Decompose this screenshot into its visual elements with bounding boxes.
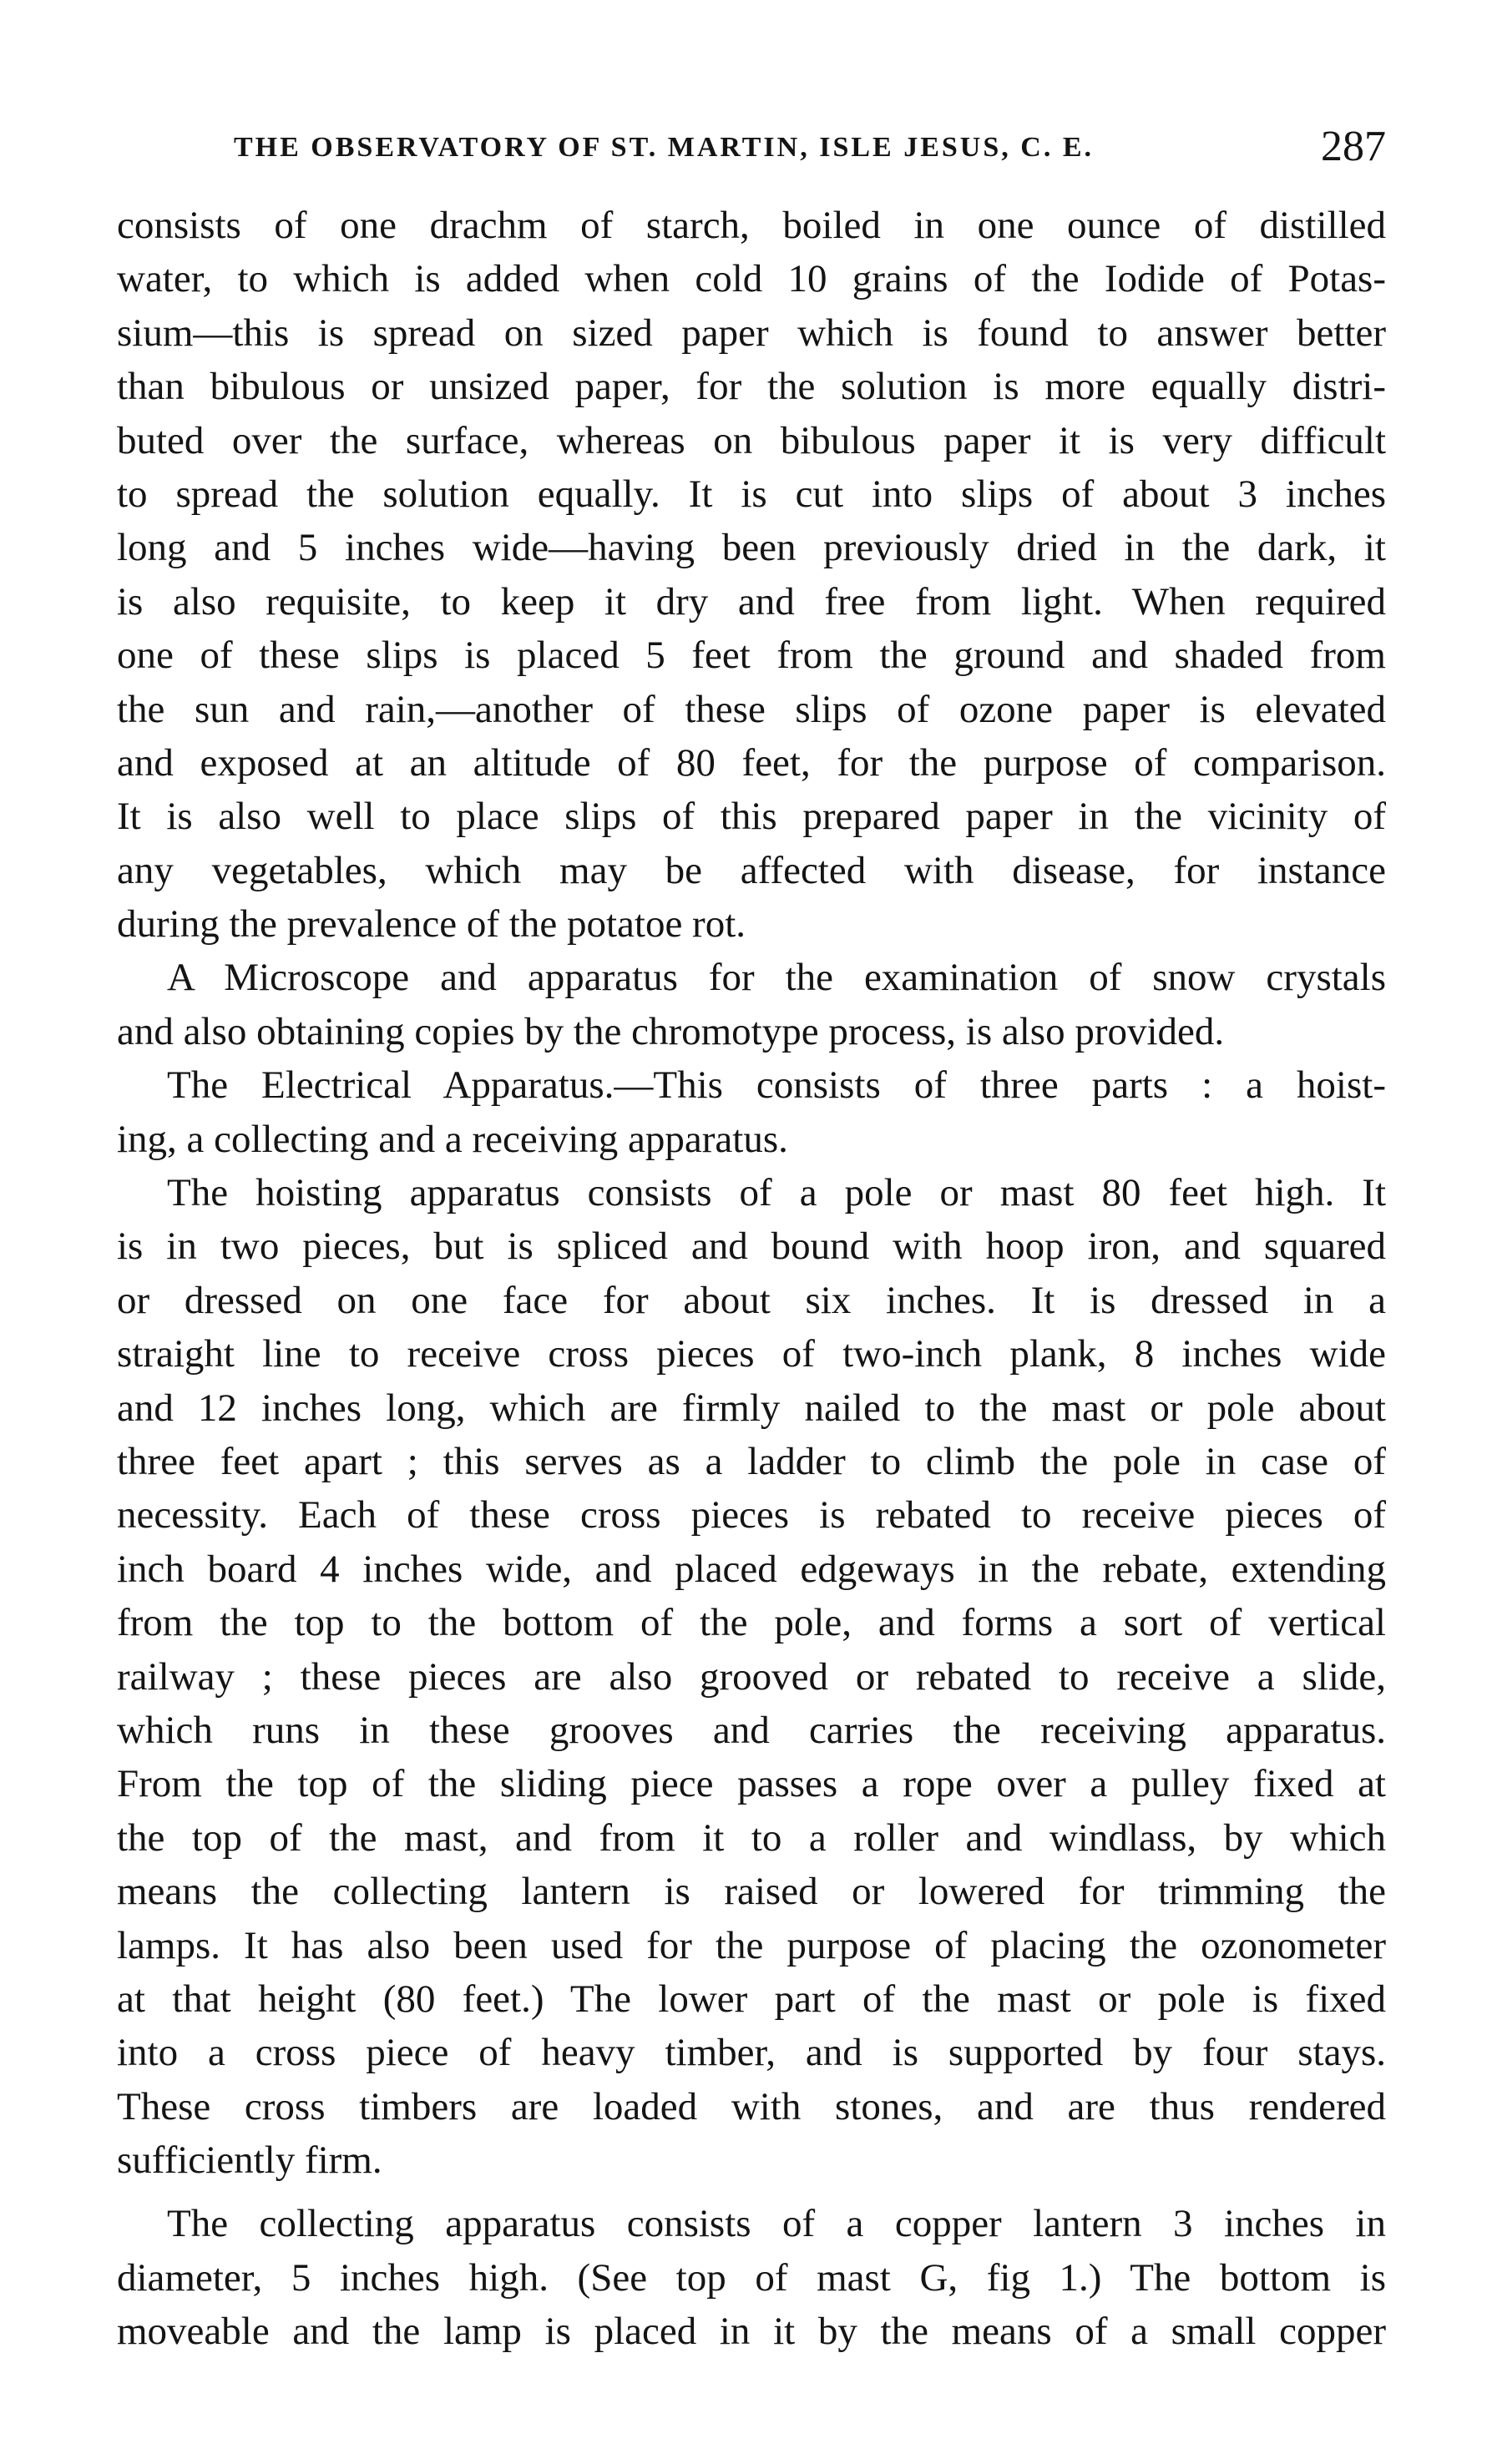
text-line: lamps. It has also been used for the purpose of placing the ozonometer <box>117 1923 1386 1967</box>
text-line: any vegetables, which may be affected with disease, for instance <box>117 848 1386 892</box>
text-line: straight line to receive cross pieces of two-inch plank, 8 inches wide <box>117 1332 1386 1376</box>
paragraph-collecting-apparatus <box>117 2197 1386 2358</box>
text-line: sufficiently firm. <box>117 2138 382 2183</box>
text-line: railway ; these pieces are also grooved or rebated to receive a slide, <box>117 1654 1386 1699</box>
running-title: THE OBSERVATORY OF ST. MARTIN, ISLE JESUS, C. E. <box>234 132 1094 163</box>
text-line: three feet apart ; this serves as a ladder to climb the pole in case of <box>117 1439 1386 1483</box>
text-line: water, to which is added when cold 10 grains of the Iodide of Potas- <box>117 257 1386 301</box>
text-line: sium—this is spread on sized paper which is found to answer better <box>117 311 1386 355</box>
text-line: or dressed on one face for about six inches. It is dressed in a <box>117 1278 1386 1322</box>
paragraph-microscope <box>117 951 1386 1058</box>
text-line: during the prevalence of the potatoe rot. <box>117 902 746 947</box>
text-line: inch board 4 inches wide, and placed edgeways in the rebate, extending <box>117 1547 1386 1591</box>
text-line: diameter, 5 inches high. (See top of mast G, fig 1.) The bottom is <box>117 2255 1386 2300</box>
text-line: which runs in these grooves and carries the receiving apparatus. <box>117 1708 1386 1752</box>
text-line: These cross timbers are loaded with stones, and are thus rendered <box>117 2084 1386 2128</box>
text-line: one of these slips is placed 5 feet from the ground and shaded from <box>117 634 1386 678</box>
text-line: It is also well to place slips of this prepared paper in the vicinity of <box>117 795 1386 839</box>
text-line: the sun and rain,—another of these slips of ozone paper is elevated <box>117 687 1386 731</box>
paragraph-hoisting-apparatus <box>117 1166 1386 2187</box>
text-line: ing, a collecting and a receiving apparatus. <box>117 1117 788 1161</box>
text-line: A Microscope and apparatus for the examination of snow crystals <box>167 956 1386 1000</box>
text-line: From the top of the sliding piece passes a rope over a pulley fixed at <box>117 1762 1386 1806</box>
paragraph-electrical-apparatus <box>117 1058 1386 1166</box>
text-line: into a cross piece of heavy timber, and is supported by four stays. <box>117 2031 1386 2075</box>
text-line: moveable and the lamp is placed in it by the means of a small copper <box>117 2310 1386 2354</box>
running-head <box>117 117 1386 175</box>
text-line: and 12 inches long, which are firmly nailed to the mast or pole about <box>117 1386 1386 1430</box>
text-line: means the collecting lantern is raised or lowered for trimming the <box>117 1870 1386 1914</box>
paragraph-ozone-paper <box>117 199 1386 951</box>
text-line: is in two pieces, but is spliced and bound with hoop iron, and squared <box>117 1224 1386 1269</box>
text-line: long and 5 inches wide—having been previously dried in the dark, it <box>117 526 1386 570</box>
text-line: and exposed at an altitude of 80 feet, for the purpose of comparison. <box>117 740 1386 785</box>
text-line: The collecting apparatus consists of a copper lantern 3 inches in <box>167 2202 1386 2246</box>
text-line: than bibulous or unsized paper, for the solution is more equally distri- <box>117 365 1386 409</box>
page-number: 287 <box>1321 123 1386 170</box>
text-line: at that height (80 feet.) The lower part of the mast or pole is fixed <box>117 1977 1386 2021</box>
text-line: is also requisite, to keep it dry and free from light. When required <box>117 579 1386 624</box>
text-line: the top of the mast, and from it to a roller and windlass, by which <box>117 1815 1386 1860</box>
text-line: The Electrical Apparatus.—This consists of three parts : a hoist- <box>167 1063 1386 1108</box>
text-line: consists of one drachm of starch, boiled in one ounce of distilled <box>117 204 1386 247</box>
text-line: The hoisting apparatus consists of a pole or mast 80 feet high. It <box>167 1171 1386 1215</box>
text-line: from the top to the bottom of the pole, and forms a sort of vertical <box>117 1601 1386 1645</box>
text-line: buted over the surface, whereas on bibulous paper it is very difficult <box>117 418 1386 462</box>
paragraph-spacer <box>117 2187 1386 2197</box>
text-line: and also obtaining copies by the chromotype process, is also provided. <box>117 1009 1225 1053</box>
text-line: to spread the solution equally. It is cut into slips of about 3 inches <box>117 472 1386 516</box>
text-line: necessity. Each of these cross pieces is rebated to receive pieces of <box>117 1493 1386 1537</box>
body-text <box>117 199 1386 2359</box>
